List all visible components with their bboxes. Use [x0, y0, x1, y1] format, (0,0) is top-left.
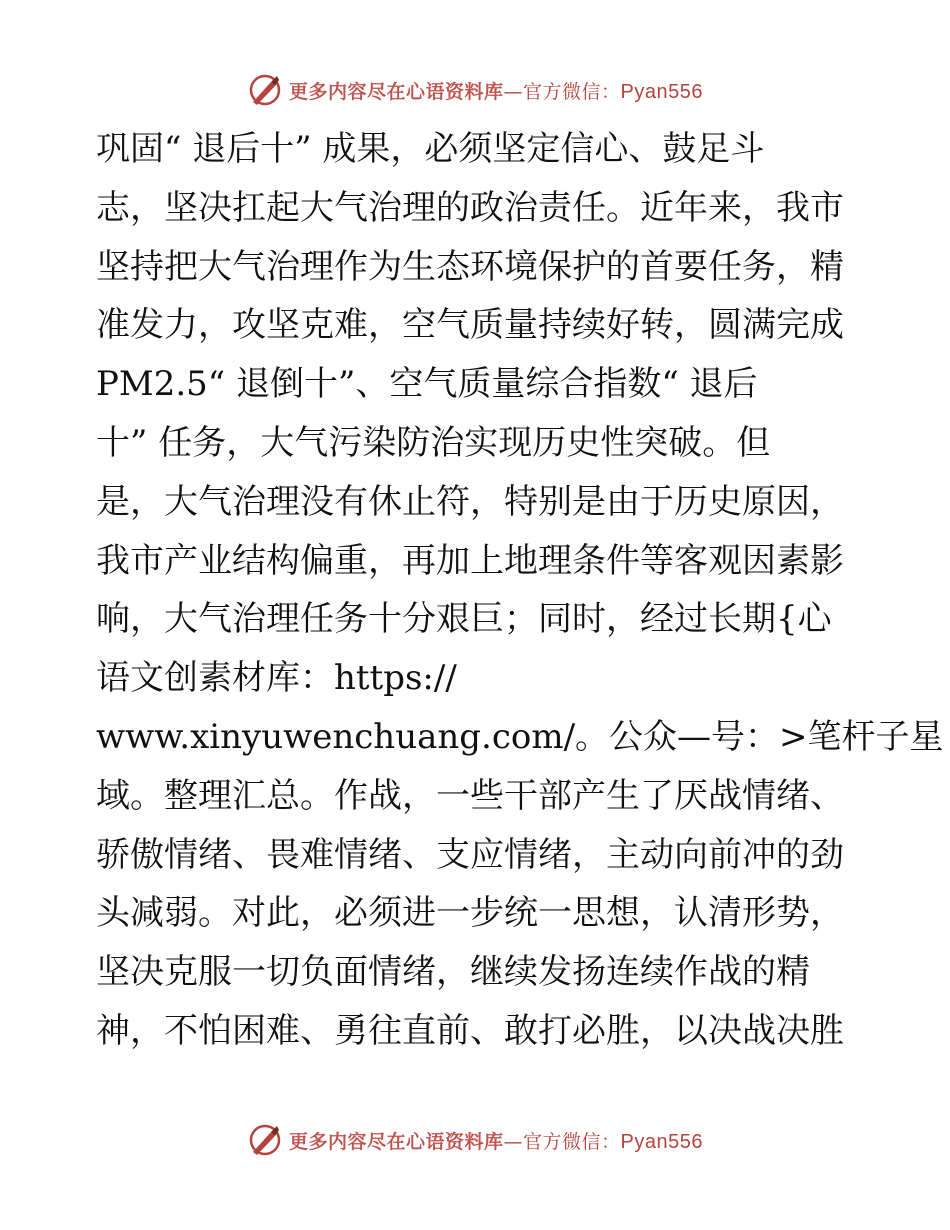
body-line: 坚持把大气治理作为生态环境保护的首要任务，精	[96, 246, 844, 287]
pen-logo-icon	[247, 1122, 283, 1158]
header-banner	[0, 70, 950, 110]
body-line: 志，坚决扛起大气治理的政治责任。近年来，我市	[96, 187, 844, 228]
document-body	[96, 120, 944, 1061]
body-line: 响，大气治理任务十分艰巨；同时，经过长期{心	[96, 599, 832, 640]
footer-wechat-id: Pyan556	[620, 1130, 703, 1153]
footer-banner	[0, 1120, 950, 1160]
header-brand: 更多内容尽在心语资料库	[289, 80, 504, 103]
body-line: 头减弱。对此，必须进一步统一思想，认清形势，	[96, 893, 844, 934]
header-wechat-label: 官方微信：	[523, 80, 621, 103]
body-line: 是，大气治理没有休止符，特别是由于历史原因，	[96, 481, 844, 522]
pen-logo-icon	[247, 72, 283, 108]
header-dash: —	[503, 80, 524, 103]
body-line: 神，不怕困难、勇往直前、敢打必胜，以决战决胜	[96, 1010, 844, 1051]
body-line: www.xinyuwenchuang.com/。公众—号：>笔杆子星	[96, 716, 944, 757]
body-line: 语文创素材库：https://	[96, 658, 457, 699]
body-line: 十” 任务，大气污染防治实现历史性突破。但	[96, 422, 771, 463]
footer-banner-text	[289, 1127, 703, 1154]
body-line: 坚决克服一切负面情绪，继续发扬连续作战的精	[96, 952, 810, 993]
header-wechat-id: Pyan556	[620, 80, 703, 103]
body-line: PM2.5“ 退倒十”、空气质量综合指数“ 退后	[96, 364, 758, 405]
header-banner-text	[289, 77, 703, 104]
body-line: 域。整理汇总。作战，一些干部产生了厌战情绪、	[96, 775, 844, 816]
footer-wechat-label: 官方微信：	[523, 1130, 621, 1153]
footer-brand: 更多内容尽在心语资料库	[289, 1130, 504, 1153]
footer-dash: —	[503, 1130, 524, 1153]
body-line: 我市产业结构偏重，再加上地理条件等客观因素影	[96, 540, 844, 581]
body-line: 巩固“ 退后十” 成果，必须坚定信心、鼓足斗	[96, 129, 765, 169]
body-line: 骄傲情绪、畏难情绪、支应情绪，主动向前冲的劲	[96, 834, 844, 875]
body-line: 准发力，攻坚克难，空气质量持续好转，圆满完成	[96, 305, 844, 346]
